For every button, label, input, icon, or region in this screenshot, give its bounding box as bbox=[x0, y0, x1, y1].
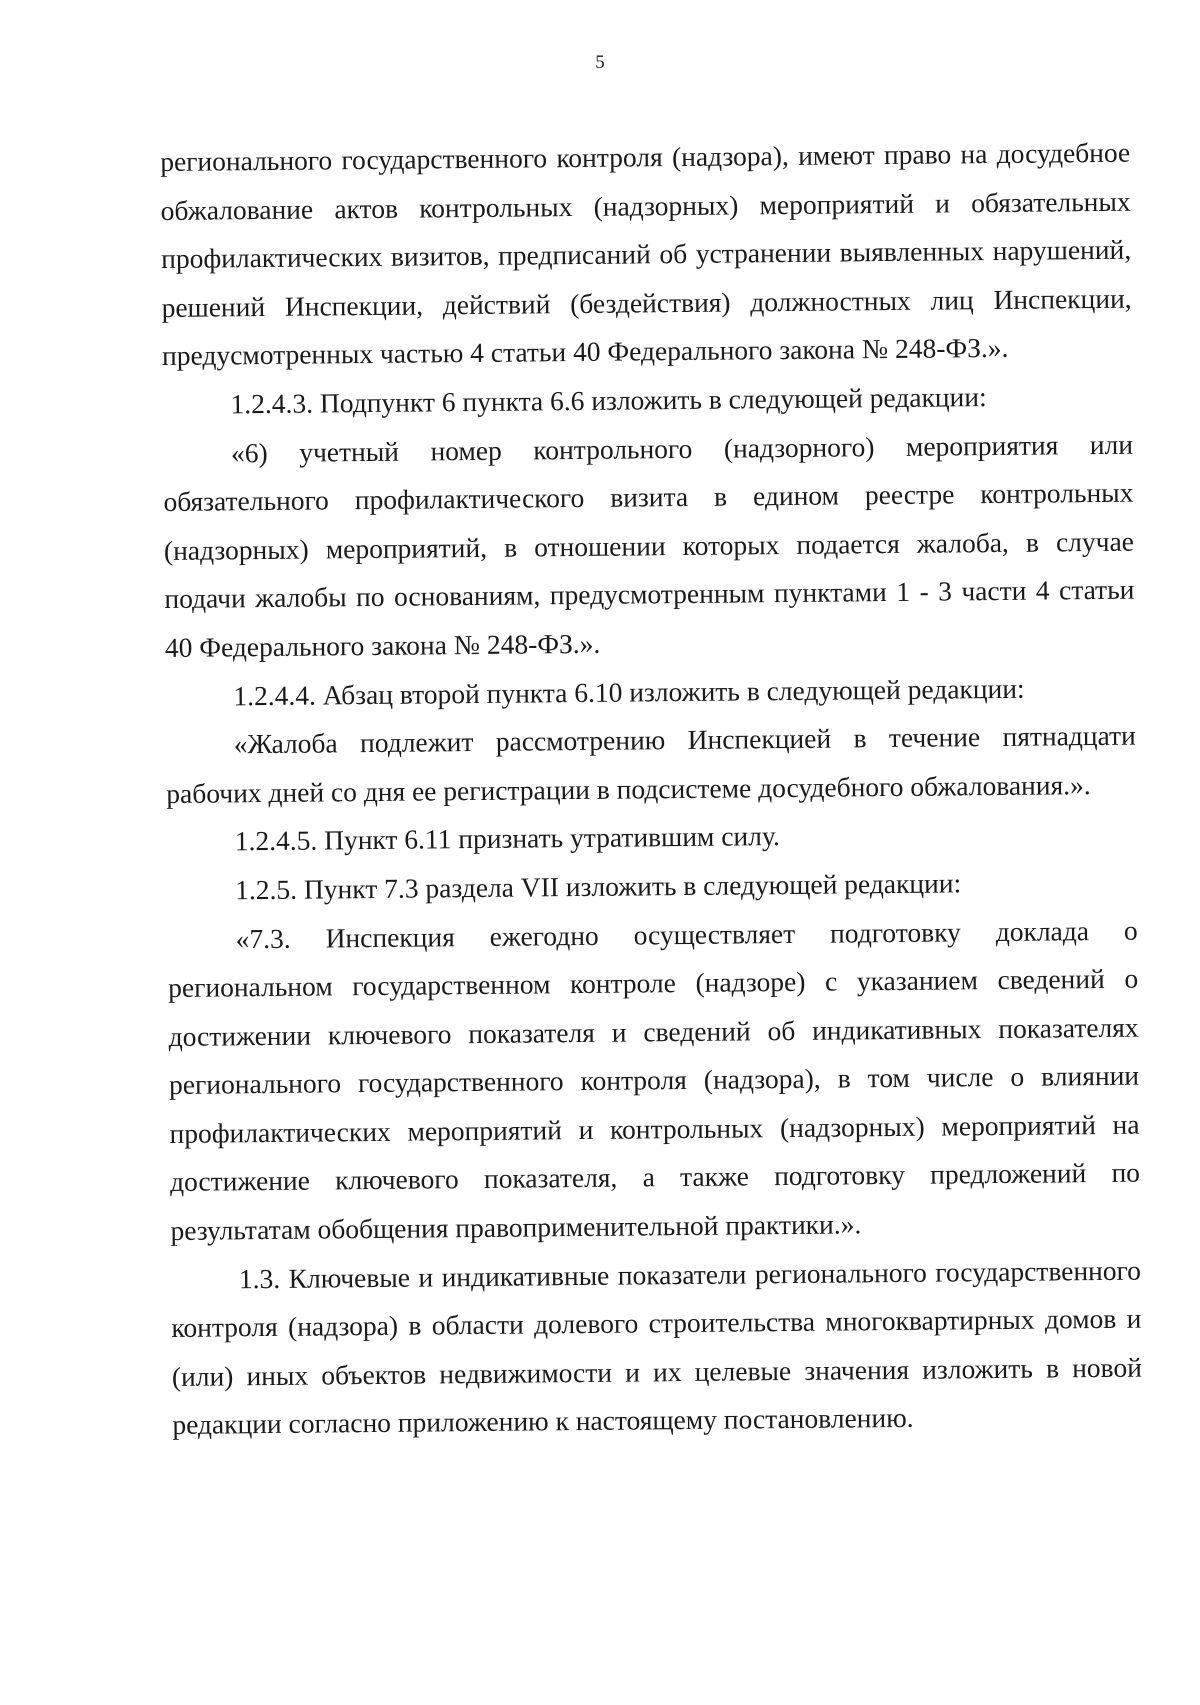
paragraph-1-2-4-5: 1.2.4.5. Пункт 6.11 признать утратившим силу. bbox=[234, 820, 780, 857]
document-body bbox=[160, 129, 1143, 1450]
paragraph-quote-7-3: «7.3. Инспекция ежегодно осуществляет подготовку доклада о региональном государственном контроле (надзоре) с указанием сведений о достижении ключевого показателя и сведений об индикативных показателях регионального государственного контроля (надзора), в том числе о влиянии профилактических мероприятий и контрольных (надзорных) мероприятий на достижение ключевого показателя, а также подготовку предложений по результатам обобщения правоприменительной практики.». bbox=[168, 914, 1141, 1247]
paragraph-1-2-5: 1.2.5. Пункт 7.3 раздела VII изложить в следующей редакции: bbox=[235, 867, 962, 906]
paragraph-quote-subpoint-6: «6) учетный номер контрольного (надзорного) мероприятия или обязательного профилактического визита в едином реестре контрольных (надзорных) мероприятий, в отношении которых подается жалоба, в случае подачи жалобы по основаниям, предусмотренным пунктами 1 - 3 части 4 статьи 40 Федерального закона № 248-ФЗ.». bbox=[163, 428, 1135, 663]
paragraph-1-3: 1.3. Ключевые и индикативные показатели регионального государственного контроля (надзора) в области долевого строительства многоквартирных домов и (или) иных объектов недвижимости и их целевые значения изложить в новой редакции согласно приложению к настоящему постановлению. bbox=[171, 1254, 1142, 1441]
page-number: 5 bbox=[595, 52, 605, 73]
paragraph-quote-complaint: «Жалоба подлежит рассмотрению Инспекцией в течение пятнадцати рабочих дней со дня ее регистрации в подсистеме досудебного обжалования.». bbox=[166, 719, 1136, 809]
paragraph-1-2-4-3: 1.2.4.3. Подпункт 6 пункта 6.6 изложить в следующей редакции: bbox=[230, 381, 987, 420]
paragraph-continuation: регионального государственного контроля (надзора), имеют право на досудебное обжалование актов контрольных (надзорных) мероприятий и обязательных профилактических визитов, предписаний об устранении выявленных нарушений, решений Инспекции, действий (бездействия) должностных лиц Инспекции, предусмотренных частью 4 статьи 40 Федерального закона № 248-ФЗ.». bbox=[160, 136, 1132, 372]
paragraph-1-2-4-4: 1.2.4.4. Абзац второй пункта 6.10 изложить в следующей редакции: bbox=[233, 672, 1025, 711]
